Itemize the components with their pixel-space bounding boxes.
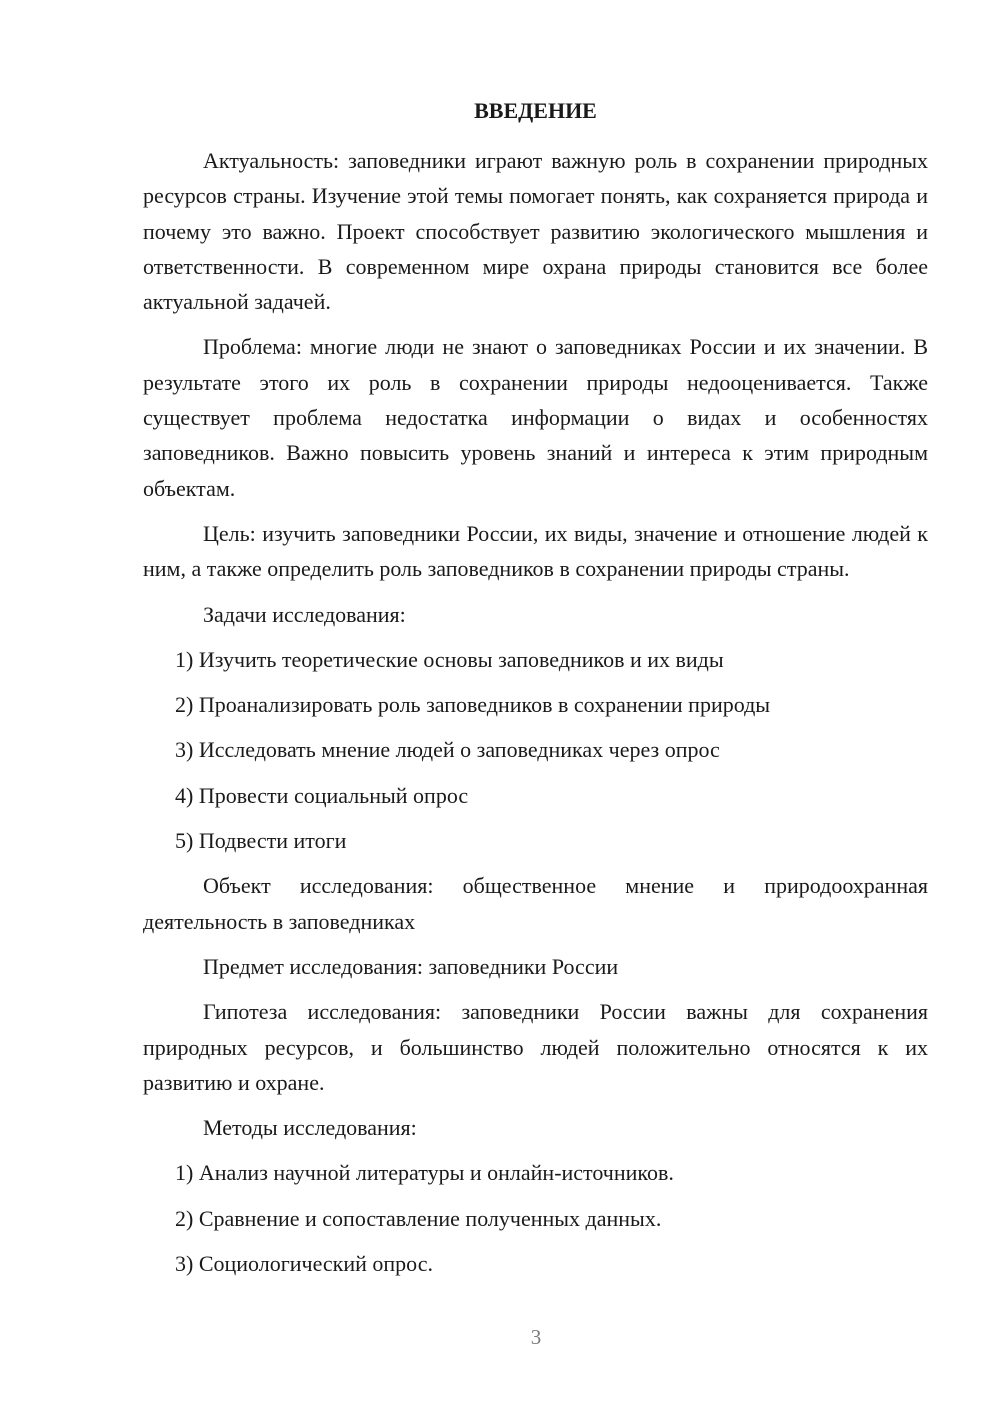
paragraph-goal: Цель: изучить заповедники России, их виды, значение и отношение людей к ним, а также определить роль заповедников в сохранении природы страны. [143, 520, 928, 582]
list-item: 3) Социологический опрос. [175, 1251, 433, 1277]
methods-list [143, 1155, 928, 1281]
paragraph-hypothesis: Гипотеза исследования: заповедники России важны для сохранения природных ресурсов, и большинство людей положительно относятся к их развитию и охране. [143, 999, 928, 1095]
list-item: 2) Сравнение и сопоставление полученных данных. [175, 1205, 662, 1231]
tasks-heading: Задачи исследования: [203, 601, 406, 627]
list-item: 3) Исследовать мнение людей о заповедниках через опрос [175, 737, 720, 763]
tasks-list [143, 642, 928, 858]
list-item: 2) Проанализировать роль заповедников в сохранении природы [175, 692, 771, 718]
list-item: 4) Провести социальный опрос [175, 782, 469, 808]
paragraph-subject: Предмет исследования: заповедники России [203, 953, 619, 979]
section-title: ВВЕДЕНИЕ [474, 98, 597, 123]
page-number: 3 [530, 1325, 542, 1349]
paragraph-object: Объект исследования: общественное мнение и природоохранная деятельность в заповедниках [143, 873, 928, 934]
list-item: 1) Изучить теоретические основы заповедников и их виды [175, 646, 724, 672]
list-item: 1) Анализ научной литературы и онлайн-источников. [175, 1160, 674, 1186]
list-item: 5) Подвести итоги [175, 828, 347, 854]
methods-heading: Методы исследования: [203, 1115, 417, 1141]
document-page [143, 96, 928, 1291]
paragraph-problem: Проблема: многие люди не знают о заповедниках России и их значении. В результате этого их роль в сохранении природы недооценивается. Также существует проблема недостатка информации о видах и особенностях заповедников. Важно повысить уровень знаний и интереса к этим природным объектам. [143, 334, 928, 501]
paragraph-relevance: Актуальность: заповедники играют важную роль в сохранении природных ресурсов страны. Изучение этой темы помогает понять, как сохраняется природа и почему это важно. Проект способствует развитию экологического мышления и ответственности. В современном мире охрана природы становится все более актуальной задачей. [143, 148, 928, 315]
